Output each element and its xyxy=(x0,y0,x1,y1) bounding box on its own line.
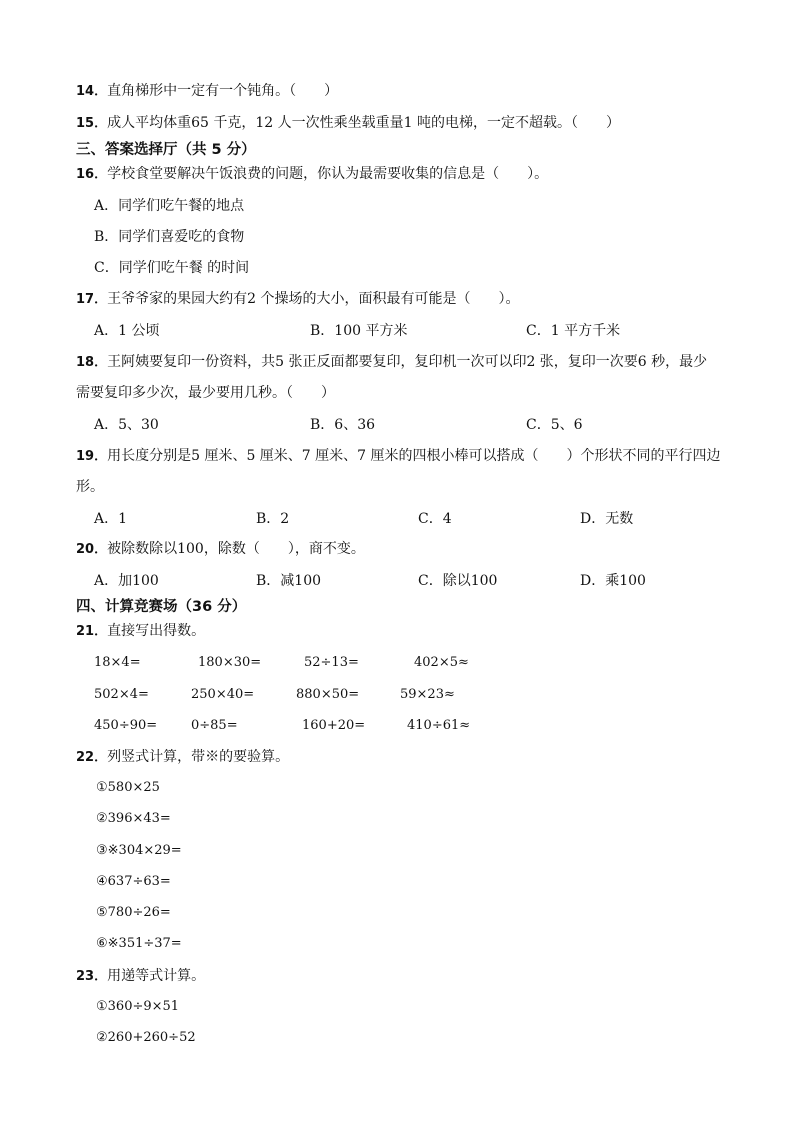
calc-item: 180×30= xyxy=(198,655,262,670)
calc-item: 880×50= xyxy=(296,687,360,702)
question-17 xyxy=(76,290,519,309)
calc-item: 52÷13= xyxy=(304,655,359,670)
option-b: B．同学们喜爱吃的食物 xyxy=(94,229,245,245)
calc-subitem: ⑥※351÷37= xyxy=(96,936,182,951)
calc-subitem: ③※304×29= xyxy=(96,843,182,858)
question-text: 直角梯形中一定有一个钝角。（ ） xyxy=(107,83,339,99)
calc-subitem: ①580×25 xyxy=(96,780,160,795)
option-a: A．1 xyxy=(94,511,128,527)
question-number: 18． xyxy=(76,355,108,370)
option-b: B．100 平方米 xyxy=(310,323,408,339)
calc-subitem: ②396×43= xyxy=(96,811,171,826)
calc-item: 450÷90= xyxy=(94,718,158,733)
calc-subitem: ④637÷63= xyxy=(96,874,171,889)
calc-item: 250×40= xyxy=(191,687,255,702)
question-text: 王爷爷家的果园大约有2 个操场的大小，面积最有可能是（ ）。 xyxy=(107,291,520,307)
option-c: C．1 平方千米 xyxy=(526,323,621,339)
option-b: B．6、36 xyxy=(310,417,376,433)
option-a: A．1 公顷 xyxy=(94,323,160,339)
question-20 xyxy=(76,540,365,559)
option-d: D．乘100 xyxy=(580,573,646,589)
question-16 xyxy=(76,165,548,184)
option-a: A．5、30 xyxy=(94,417,159,433)
calc-subitem: ⑤780÷26= xyxy=(96,905,171,920)
calc-item: 502×4= xyxy=(94,687,149,702)
question-19 xyxy=(76,447,721,466)
question-19-continued: 形。 xyxy=(76,479,104,495)
option-a: A．同学们吃午餐的地点 xyxy=(94,198,245,214)
section-heading-3: 三、答案选择厅（共 5 分） xyxy=(76,142,256,158)
option-c: C．5、6 xyxy=(526,417,583,433)
option-b: B．2 xyxy=(256,511,290,527)
question-text: 学校食堂要解决午饭浪费的问题，你认为最需要收集的信息是（ ）。 xyxy=(107,166,549,182)
question-text: 成人平均体重65 千克，12 人一次性乘坐载重量1 吨的电梯，一定不超载。（ ） xyxy=(107,115,620,131)
question-number: 21． xyxy=(76,624,108,639)
question-15 xyxy=(76,114,620,133)
question-text: 被除数除以100，除数（ ），商不变。 xyxy=(107,541,365,557)
question-text: 用长度分别是5 厘米、5 厘米、7 厘米、7 厘米的四根小棒可以搭成（ ）个形状不同的平行四边 xyxy=(107,448,721,464)
question-text: 直接写出得数。 xyxy=(107,623,206,639)
option-c: C．同学们吃午餐 的时间 xyxy=(94,260,250,276)
option-d: D．无数 xyxy=(580,511,634,527)
question-text: 列竖式计算，带※的要验算。 xyxy=(107,749,290,765)
calc-item: 0÷85= xyxy=(191,718,238,733)
question-21 xyxy=(76,622,205,641)
calc-subitem: ②260+260÷52 xyxy=(96,1030,196,1045)
option-a: A．加100 xyxy=(94,573,159,589)
question-14 xyxy=(76,82,338,101)
question-number: 17． xyxy=(76,292,108,307)
question-text: 用递等式计算。 xyxy=(107,968,206,984)
question-number: 14． xyxy=(76,84,108,99)
calc-subitem: ①360÷9×51 xyxy=(96,999,180,1014)
option-c: C．除以100 xyxy=(418,573,498,589)
question-number: 16． xyxy=(76,167,108,182)
question-number: 22． xyxy=(76,750,108,765)
question-number: 20． xyxy=(76,542,108,557)
question-number: 19． xyxy=(76,449,108,464)
question-number: 15． xyxy=(76,116,108,131)
question-18-continued: 需要复印多少次，最少要用几秒。（ ） xyxy=(76,385,335,401)
question-22 xyxy=(76,748,289,767)
question-23 xyxy=(76,967,205,986)
calc-item: 18×4= xyxy=(94,655,141,670)
question-18 xyxy=(76,353,707,372)
calc-item: 410÷61≈ xyxy=(407,718,471,733)
option-c: C．4 xyxy=(418,511,452,527)
calc-item: 160+20= xyxy=(302,718,366,733)
question-text: 王阿姨要复印一份资料，共5 张正反面都要复印，复印机一次可以印2 张，复印一次要6 秒，最少 xyxy=(107,354,708,370)
section-heading-4: 四、计算竞赛场（36 分） xyxy=(76,599,247,615)
option-b: B．减100 xyxy=(256,573,322,589)
calc-item: 402×5≈ xyxy=(414,655,469,670)
calc-item: 59×23≈ xyxy=(400,687,455,702)
question-number: 23． xyxy=(76,969,108,984)
